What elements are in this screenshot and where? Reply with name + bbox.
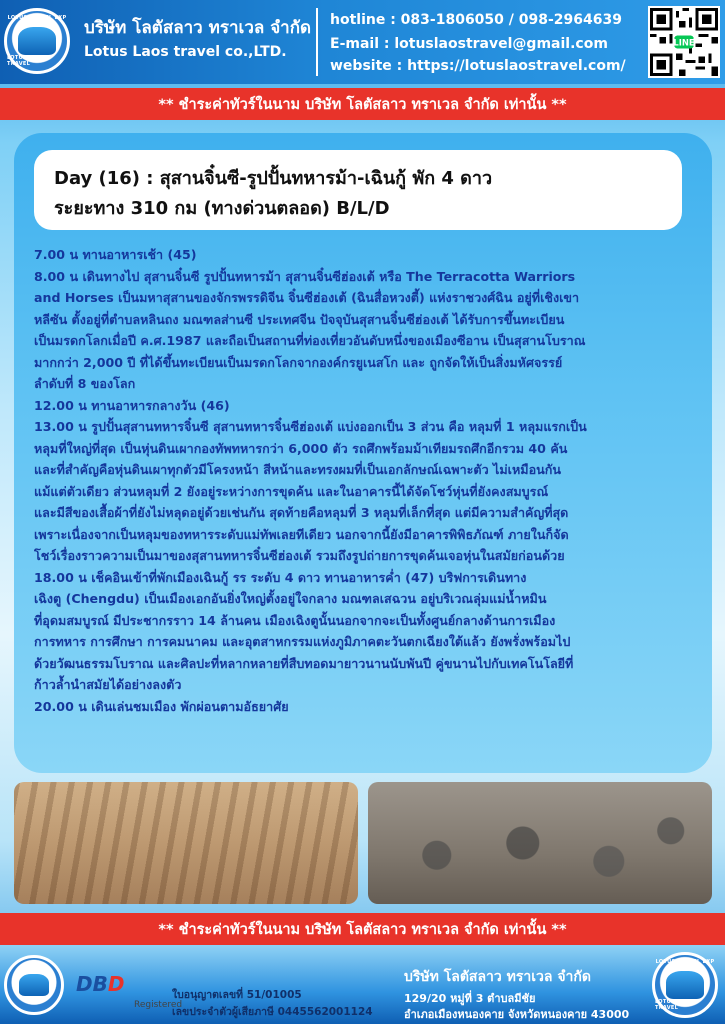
itinerary-line: หลีซัน ตั้งอยู่ที่ตำบลหลินถง มณฑลส่านซี ประเทศจีน ปัจจุบันสุสานจิ๋นซีฮ่องเต้ ได้รับการขึ้นทะเบียน <box>34 311 565 327</box>
itinerary-line: 8.00 น เดินทางไป สุสานจิ๋นซี รูปปั้นทหารม้า สุสานจิ๋นซีฮ่องเต้ หรือ The Terracotta Warriors <box>34 268 576 284</box>
footer-company-name: บริษัท โลตัสลาว ทราเวล จำกัด <box>404 969 591 985</box>
company-logo <box>4 8 70 74</box>
hotline-text: hotline : 083-1806050 / 098-2964639 <box>330 12 622 28</box>
website-link[interactable]: website : https://lotuslaostravel.com/ <box>330 58 626 74</box>
payment-banner-bottom: ** ชำระค่าทัวร์ในนาม บริษัท โลตัสลาว ทราเวล จำกัด เท่านั้น ** <box>0 913 725 945</box>
logo-ring-top-text: LOTUS TRAVEL EXP <box>655 959 715 965</box>
day-distance: ระยะทาง 310 กม (ทางด่วนตลอด) B/L/D <box>54 198 390 219</box>
terracotta-warriors-photo <box>368 782 712 904</box>
logo-ring-bottom-text: LOTUS LAOS TRAVEL <box>7 55 45 67</box>
payment-banner-top: ** ชำระค่าทัวร์ในนาม บริษัท โลตัสลาว ทราเวล จำกัด เท่านั้น ** <box>0 88 725 120</box>
email-text[interactable]: E-mail : lotuslaostravel@gmail.com <box>330 36 608 52</box>
itinerary-line: 13.00 น รูปปั้นสุสานทหารจิ๋นซี สุสานทหารจิ๋นซีฮ่องเต้ แบ่งออกเป็น 3 ส่วน คือ หลุมที่ 1 หลุมแรกเป็น <box>34 419 587 434</box>
itinerary-line: ด้วยวัฒนธรรมโบราณ และศิลปะที่หลากหลายที่สืบทอดมายาวนานนับพันปี คู่ขนานไปกับเทคโนโลยีที่ <box>34 655 574 671</box>
registered-mark: Registered <box>134 1000 183 1010</box>
itinerary-line: 20.00 น เดินเล่นชมเมือง พักผ่อนตามอัธยาศัย <box>34 698 289 714</box>
itinerary-text <box>34 244 694 717</box>
itinerary-line: and Horses เป็นมหาสุสานของจักรพรรดิจีน จิ๋นซีฮ่องเต้ (ฉินสื่อหวงตี้) แห่งราชวงศ์ฉิน อยู่ที่เชิงเขา <box>34 290 580 305</box>
itinerary-line: โชว์เรื่องราวความเป็นมาของสุสานทหารจิ๋นซีฮ่องเต้ รวมถึงรูปถ่ายการขุดค้นเจอหุ่นในสมัยก่อนด้วย <box>34 548 565 563</box>
itinerary-line: เฉิงตู (Chengdu) เป็นเมืองเอกอันยิ่งใหญ่ตั้งอยู่ใจกลาง มณฑลเสฉวน อยู่บริเวณลุ่มแม่น้ำหมิน <box>34 591 547 606</box>
itinerary-line: ลำดับที่ 8 ของโลก <box>34 376 136 391</box>
company-name-english: Lotus Laos travel co.,LTD. <box>84 44 287 60</box>
itinerary-line: 7.00 น ทานอาหารเช้า (45) <box>34 247 197 262</box>
itinerary-line: หลุมที่ใหญ่ที่สุด เป็นหุ่นดินเผากองทัพทหารกว่า 6,000 ตัว รถศึกพร้อมม้าเทียมรถศึกอีกรวม 40 คัน <box>34 440 568 456</box>
license-number: ใบอนุญาตเลขที่ 51/01005 <box>172 989 302 1001</box>
lotus-logo-icon <box>666 971 704 999</box>
day-title: Day (16) : สุสานจิ๋นซี-รูปปั้นทหารม้า-เฉินกู้ พัก 4 ดาว <box>54 168 493 189</box>
day-title-box <box>34 150 682 230</box>
line-qr-code-icon[interactable] <box>648 6 720 78</box>
qr-line-label: LINE <box>673 37 695 48</box>
itinerary-line: ก้าวล้ำนำสมัยได้อย่างลงตัว <box>34 677 182 692</box>
tourism-emblem-icon <box>19 974 49 996</box>
company-logo-footer <box>652 952 718 1018</box>
dbd-logo <box>76 972 124 996</box>
itinerary-line: แม้แต่ตัวเดียว ส่วนหลุมที่ 2 ยังอยู่ระหว่างการขุดค้น และในอาคารนี้ได้จัดโชว์หุ่นที่ยังคงสมบูรณ์ <box>34 483 549 499</box>
itinerary-line: และมีสีของเสื้อผ้าที่ยังไม่หลุดอยู่ด้วยเช่นกัน สุดท้ายคือหลุมที่ 3 หลุมที่เล็กที่สุด แต่มีความสำคัญที่สุด <box>34 505 569 520</box>
itinerary-line: 12.00 น ทานอาหารกลางวัน (46) <box>34 397 230 413</box>
tourism-authority-logo <box>4 955 64 1015</box>
dbd-logo-right: D <box>107 972 125 996</box>
logo-ring-top-text: LOTUS TRAVEL EXP <box>7 15 67 21</box>
itinerary-line: 18.00 น เช็คอินเข้าที่พักเมืองเฉินกู้ รร ระดับ 4 ดาว ทานอาหารค่ำ (47) บริฟการเดินทาง <box>34 569 527 585</box>
itinerary-line: ที่อุดมสมบูรณ์ มีประชากรราว 14 ล้านคน เมืองเฉิงตูนั้นนอกจากจะเป็นทั้งศูนย์กลางด้านการเมือง <box>34 612 556 628</box>
itinerary-line: การทหาร การศึกษา การคมนาคม และอุตสาหกรรมแห่งภูมิภาคตะวันตกเฉียงใต้แล้ว ยังพรั่งพร้อมไป <box>34 634 571 649</box>
itinerary-line: และที่สำคัญคือหุ่นดินเผาทุกตัวมีโครงหน้า สีหน้าและทรงผมที่เป็นเอกลักษณ์เฉพาะตัว ไม่เหมือนกัน <box>34 462 562 477</box>
itinerary-line: มากกว่า 2,000 ปี ที่ได้ขึ้นทะเบียนเป็นมรดกโลกจากองค์กรยูเนสโก และ ถูกจัดให้เป็นสิ่งมหัศจรรย์ <box>34 354 563 370</box>
terracotta-pit-photo <box>14 782 358 904</box>
header-divider <box>316 8 318 76</box>
lotus-logo-icon <box>18 27 56 55</box>
itinerary-line: เป็นมรดกโลกเมื่อปี ค.ศ.1987 และถือเป็นสถานที่ท่องเที่ยวอันดับหนึ่งของเมืองซีอาน เป็นสุสานโบราณ <box>34 333 586 348</box>
address-line-1: 129/20 หมู่ที่ 3 ตำบลมีชัย <box>404 992 536 1005</box>
address-line-2: อำเภอเมืองหนองคาย จังหวัดหนองคาย 43000 <box>404 1008 630 1021</box>
itinerary-line: เพราะเนื่องจากเป็นหลุมของทหารระดับแม่ทัพเลยทีเดียว นอกจากนี้ยังมีอาคารพิพิธภัณฑ์ ภายในก็จัด <box>34 526 569 542</box>
tax-id: เลขประจำตัวผู้เสียภาษี 0445562001124 <box>172 1006 373 1018</box>
dbd-logo-left: DB <box>76 972 108 996</box>
company-name-thai: บริษัท โลตัสลาว ทราเวล จำกัด <box>84 18 312 38</box>
logo-ring-bottom-text: LOTUS LAOS TRAVEL <box>655 999 693 1011</box>
